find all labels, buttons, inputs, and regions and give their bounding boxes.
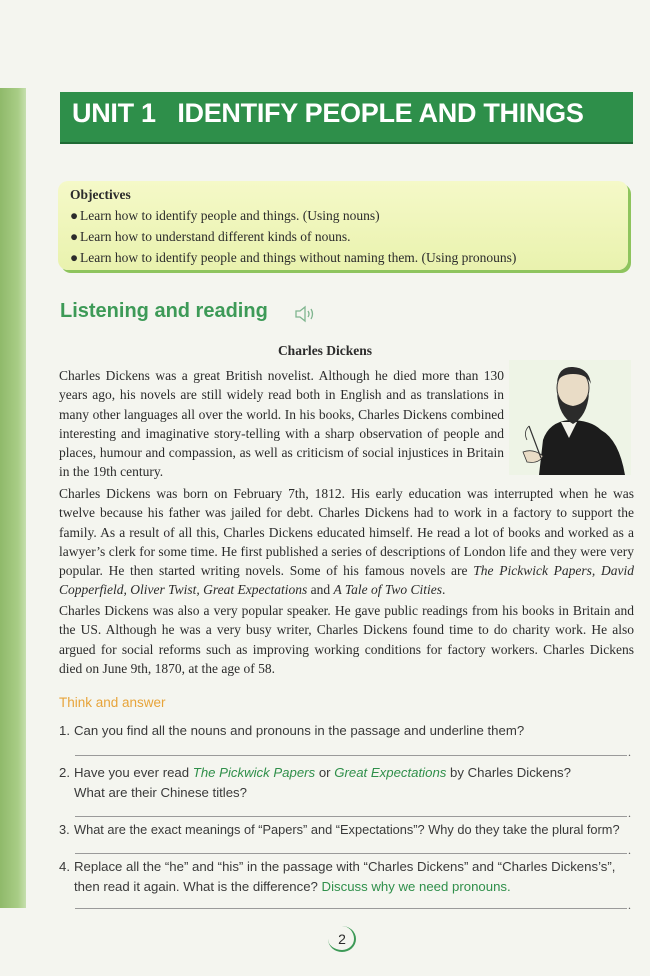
article-title: Charles Dickens bbox=[277, 343, 373, 358]
bullet-icon: ● bbox=[70, 250, 79, 265]
answer-line-1[interactable] bbox=[75, 755, 627, 756]
unit-title: UNIT 1 IDENTIFY PEOPLE AND THINGS bbox=[72, 98, 584, 128]
page-number: 2 bbox=[338, 931, 346, 947]
bullet-icon: ● bbox=[70, 208, 79, 223]
question-4: 4. Replace all the “he” and “his” in the passage with “Charles Dickens” and “Charles Dickens’s”, then read it again. What is the difference? Discuss why we need pronouns. bbox=[59, 859, 616, 894]
charles-dickens-portrait bbox=[509, 360, 631, 475]
objective-item: ● Learn how to identify people and things without naming them. (Using pronouns) bbox=[70, 247, 628, 268]
paragraph-3: Charles Dickens was also a very popular speaker. He gave public readings from his books in Britain and the US. Although he was a very busy writer, Charles Dickens found time to do charity work. He also argued for social reforms such as improving working conditions for factory workers. Charles Dickens died on June 9th, 1870, at the age of 58. bbox=[59, 603, 634, 676]
objectives-box bbox=[58, 181, 628, 270]
objective-item: ● Learn how to identify people and things. (Using nouns) bbox=[70, 205, 628, 226]
answer-line-4[interactable] bbox=[75, 908, 627, 909]
question-1: 1. Can you find all the nouns and pronouns in the passage and underline them? bbox=[59, 723, 525, 738]
section-title: Listening and reading bbox=[60, 300, 268, 322]
left-color-strip bbox=[0, 88, 26, 908]
objective-item: ● Learn how to understand different kinds of nouns. bbox=[70, 226, 628, 247]
question-3: 3. What are the exact meanings of “Papers” and “Expectations”? Why do they take the plural form? bbox=[59, 822, 620, 837]
answer-line-2[interactable] bbox=[75, 816, 627, 817]
question-2: 2. Have you ever read The Pickwick Papers or Great Expectations by Charles Dickens? What are their Chinese titles? bbox=[59, 765, 571, 800]
think-heading: Think and answer bbox=[59, 695, 166, 710]
paragraph-1: Charles Dickens was a great British novelist. Although he died more than 130 years ago, his novels are still widely read both in English and as translations in many other languages all over the world. In his books, Charles Dickens combined interesting and imaginative story-telling with a sharp observation of people and places, humour and compassion, as well as criticism of social injustices in Britain in the 19th century. bbox=[59, 368, 504, 480]
book-title: A Tale of Two Cities bbox=[333, 582, 443, 598]
objectives-heading: Objectives bbox=[70, 187, 131, 202]
answer-line-3[interactable] bbox=[75, 853, 627, 854]
unit-banner bbox=[60, 92, 633, 142]
bullet-icon: ● bbox=[70, 229, 79, 244]
paragraph-2: Charles Dickens was born on February 7th, 1812. His early education was interrupted when he was twelve because his father was jailed for debt. Charles Dickens had to work in a factory to support the family. As a result of all this, Charles Dickens educated himself. He read a lot of books and worked as a lawyer’s clerk for some time. He first published a series of descriptions of London life and they were very popular. He then started writing novels. Some of his famous novels are The Pickwick Papers, David Copperfield, Oliver Twist, Great Expectations and A Tale of Two Cities. bbox=[59, 486, 634, 598]
speaker-icon[interactable] bbox=[294, 304, 318, 329]
book-titles: The Pickwick Papers, David Copperfield, Oliver Twist, Great Expectations bbox=[59, 563, 634, 598]
